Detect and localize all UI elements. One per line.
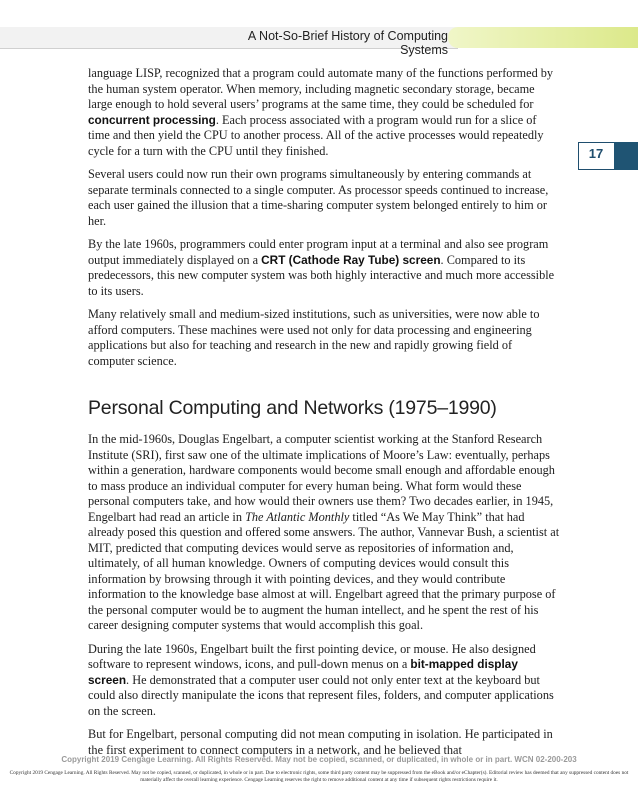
- paragraph: [88, 432, 560, 634]
- footer-watermark: Copyright 2019 Cengage Learning. All Rights Reserved. May not be copied, scanned, or duplicated, in whole or in part. WCN 02-200-203: [61, 755, 577, 764]
- text-run: language LISP, recognized that a program could automate many of the functions performed by the human system operator. When memory, including magnetic secondary storage, became large enough to hold several users’ programs at the same time, they could be scheduled for: [88, 66, 554, 111]
- running-head: A Not-So-Brief History of Computing Systems: [247, 29, 448, 57]
- key-term: concurrent processing: [88, 112, 216, 127]
- text-run: titled “As We May Think” that had already posed this question and offered some answers. The author, Vannevar Bush, a scientist at MIT, predicted that computing devices would serve as repositories of information and, ultimately, of all human knowledge. Owners of computing devices would consult this information by browsing through it with pointing devices, and they would contribute information to the knowledge base almost at will. Engelbart agreed that the primary purpose of the personal computer would be to augment the human intellect, and he spent the rest of his career designing computer systems that would accomplish this goal.: [88, 509, 560, 632]
- paragraph: [88, 66, 560, 159]
- text-run: In the mid-1960s, Douglas Engelbart, a computer scientist working at the Stanford Research Institute (SRI), first saw one of the ultimate implications of Moore’s Law: eventually, perhaps within a generation, hardware components would become small enough and affordable enough to mass produce an individual computer for every human being. What form would these personal computers take, and how would their owners use them? Two decades earlier, in 1945, Engelbart had read an article in: [88, 432, 555, 524]
- page-number: 17: [588, 146, 604, 161]
- text-run: During the late 1960s, Engelbart built the first pointing device, or mouse. He also designed software to represent windows, icons, and pull-down menus on a: [88, 641, 536, 671]
- text-run: . Compared to its predecessors, this new computer system was both highly interactive and much more accessible to its users.: [88, 252, 555, 298]
- paragraph: Many relatively small and medium-sized institutions, such as universities, were now able to afford computers. These machines were used not only for data processing and engineering applications but also for teaching and research in the new and rapidly growing field of computer science.: [88, 307, 540, 368]
- paragraph: [88, 237, 560, 299]
- page-tab-bar: [614, 142, 638, 170]
- text-run: . He demonstrated that a computer user could not only enter text at the keyboard but could also directly manipulate the icons that represent files, folders, and computer applications on the screen.: [88, 672, 554, 718]
- publication-title: The Atlantic Monthly: [245, 509, 350, 524]
- page-content: [88, 66, 560, 766]
- key-term: bit-mapped display screen: [88, 657, 518, 687]
- text-run: . Each process associated with a program would run for a slice of time and then yield the CPU to another process. All of the active processes would repeatedly cycle for a turn with the CPU until they finished.: [88, 112, 544, 158]
- paragraph: Several users could now run their own programs simultaneously by entering commands at separate terminals connected to a single computer. As processor speeds continued to increase, each user gained the illusion that a time-sharing computer system belonged entirely to him or her.: [88, 167, 549, 228]
- header-accent: [448, 27, 638, 48]
- key-term: CRT (Cathode Ray Tube) screen: [261, 252, 441, 267]
- text-run: By the late 1960s, programmers could enter program input at a terminal and also see program output immediately displayed on a: [88, 237, 549, 267]
- footer-legal: Copyright 2019 Cengage Learning. All Rights Reserved. May not be copied, scanned, or duplicated, in whole or in part. Due to electronic rights, some third party content may be suppressed from the eBook and/or eChapter(s). Editorial review has deemed that any suppressed content does not materially affect the overall learning experience. Cengage Learning reserves the right to remove additional content at any time if subsequent rights restrictions require it.: [9, 770, 629, 783]
- section-heading: Personal Computing and Networks (1975–1990): [88, 397, 497, 419]
- paragraph: But for Engelbart, personal computing did not mean computing in isolation. He participated in the first experiment to connect computers in a network, and he believed that: [88, 727, 553, 757]
- paragraph: [88, 642, 560, 720]
